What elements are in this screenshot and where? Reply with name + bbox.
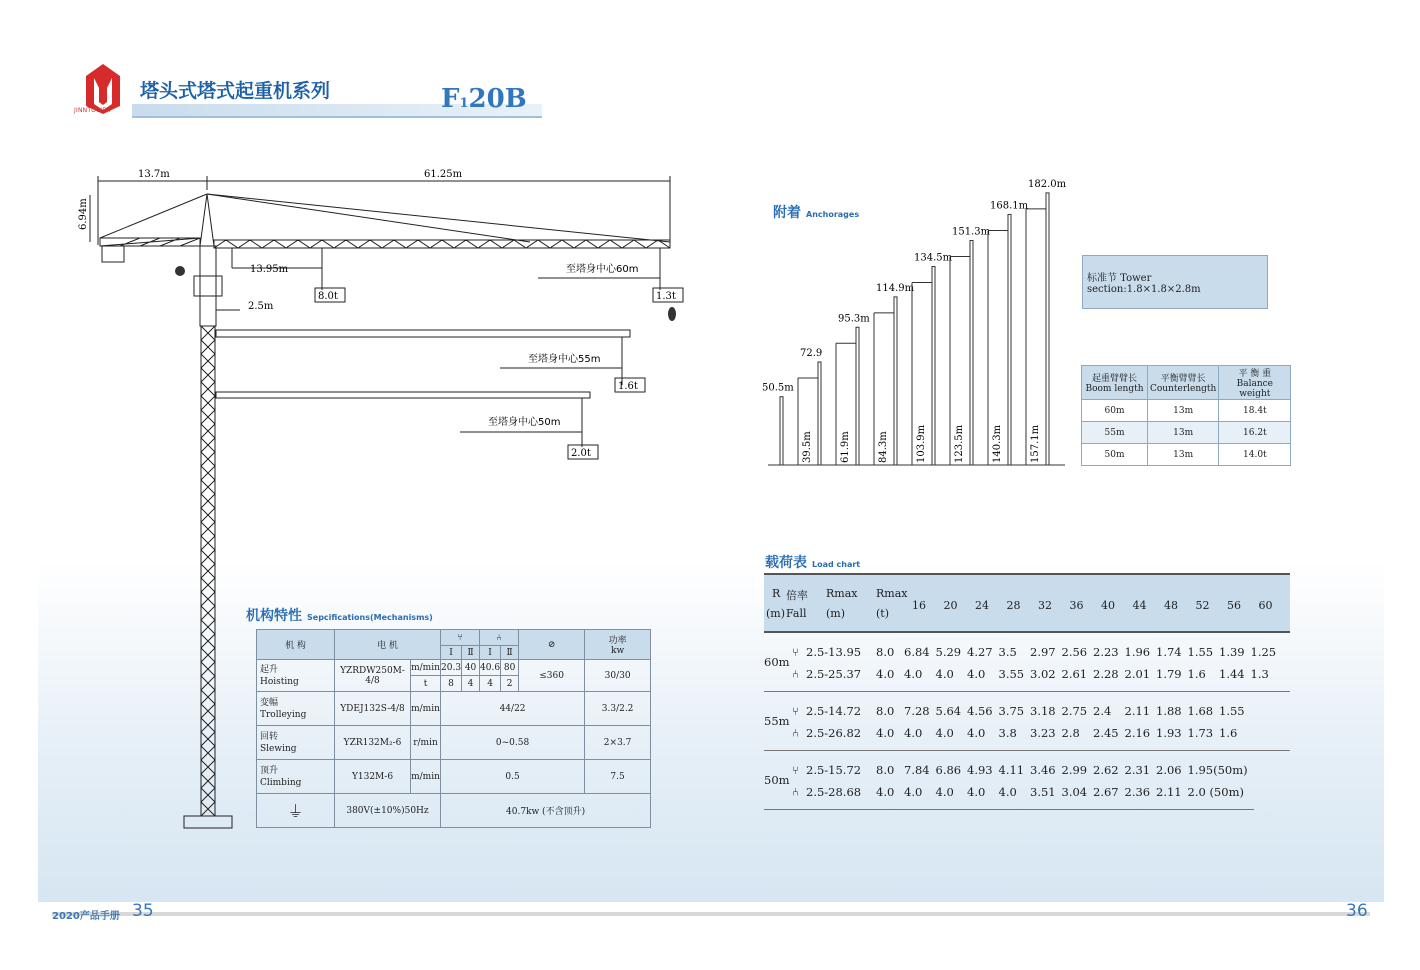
load-value: 3.02 bbox=[1030, 667, 1056, 681]
load-value: 4.27 bbox=[967, 645, 993, 659]
load-value: 4.0 bbox=[904, 667, 923, 681]
load-value: 4.0 bbox=[998, 785, 1017, 799]
load-value: 3.18 bbox=[1030, 704, 1056, 718]
load-value: 2.16 bbox=[1124, 726, 1151, 740]
hook-icon: ⑂ bbox=[792, 763, 799, 777]
load-value: 4.0 bbox=[935, 726, 954, 740]
anchorage-bar bbox=[970, 240, 973, 465]
load-value: 1.79 bbox=[1156, 667, 1182, 681]
load-chart-heading bbox=[765, 552, 860, 572]
table-row: 55m 13m 16.2t bbox=[1082, 422, 1291, 444]
anchorages-subtitle: Anchorages bbox=[806, 210, 860, 219]
load-value: 6.84 bbox=[904, 645, 930, 659]
load-value: 1.6 bbox=[1187, 667, 1206, 681]
anchorage-inner-label: 157.1m bbox=[1030, 424, 1041, 463]
mechanisms-subtitle: Sepcifications(Mechanisms) bbox=[307, 613, 433, 622]
load-value: 3.04 bbox=[1061, 785, 1088, 799]
load-value: 1.96 bbox=[1124, 645, 1151, 659]
anchorage-chart bbox=[760, 160, 1080, 480]
hook-icon: ⑃ bbox=[792, 726, 799, 740]
load-value: 2.0 (50m) bbox=[1187, 785, 1244, 799]
anchorage-bar bbox=[1008, 214, 1011, 465]
model-title: F120B bbox=[441, 84, 527, 114]
load-col-header: 36 bbox=[1069, 599, 1084, 612]
load-8t: 8.0t bbox=[318, 291, 338, 302]
load-range: 2.5-25.37 bbox=[806, 667, 862, 681]
load-value: 1.74 bbox=[1156, 645, 1182, 659]
load-value: 4.56 bbox=[967, 704, 993, 718]
anchorage-inner-label: 140.3m bbox=[992, 424, 1003, 463]
balance-weight-table bbox=[1081, 365, 1291, 466]
load-radius: 50m bbox=[764, 773, 790, 787]
load-value: 3.75 bbox=[998, 704, 1025, 718]
anchorage-top-label: 95.3m bbox=[838, 313, 870, 325]
load-col-header: 60 bbox=[1258, 599, 1273, 612]
drum-icon: ⊘ bbox=[519, 630, 585, 660]
page-number-right: 36 bbox=[1346, 901, 1368, 921]
page-number-left: 35 bbox=[132, 901, 154, 921]
load-range: 2.5-14.72 bbox=[806, 704, 862, 718]
load-max: 8.0 bbox=[876, 704, 895, 718]
dim-rear: 13.7m bbox=[138, 169, 170, 180]
dim-2-5: 2.5m bbox=[248, 301, 274, 312]
anchorage-bar bbox=[894, 297, 897, 465]
mechanisms-title: 机构特性 bbox=[246, 608, 302, 624]
anchorage-top-label: 72.9 bbox=[800, 348, 823, 360]
load-max: 4.0 bbox=[876, 785, 895, 799]
load-value: 1.39 bbox=[1219, 645, 1245, 659]
load-value: 1.55 bbox=[1219, 704, 1245, 718]
load-value: 4.0 bbox=[904, 726, 923, 740]
load-value: 2.75 bbox=[1061, 704, 1088, 718]
hook-icon: ⑂ bbox=[792, 704, 799, 718]
load-value: 2.11 bbox=[1156, 785, 1182, 799]
load-max: 8.0 bbox=[876, 763, 895, 777]
load-value: 1.93 bbox=[1156, 726, 1182, 740]
load-value: 2.67 bbox=[1093, 785, 1119, 799]
anchorage-inner-label: 123.5m bbox=[954, 424, 965, 463]
hook-icon: ⑃ bbox=[480, 630, 519, 646]
load-value: 7.84 bbox=[904, 763, 930, 777]
dim-height: 6.94m bbox=[78, 198, 89, 230]
load-col-header: 48 bbox=[1164, 599, 1178, 612]
load-60m: 1.3t bbox=[656, 291, 676, 302]
anchorage-top-label: 182.0m bbox=[1028, 178, 1067, 190]
load-col-header: 56 bbox=[1227, 599, 1241, 612]
load-range: 2.5-26.82 bbox=[806, 726, 862, 740]
load-col-header: 16 bbox=[912, 599, 926, 612]
load-group-row bbox=[764, 751, 1254, 810]
th-balance: 平 衡 重 Balance weight bbox=[1219, 366, 1291, 400]
load-chart-table bbox=[764, 573, 1290, 810]
load-value: 2.01 bbox=[1124, 667, 1151, 681]
footer-line bbox=[52, 912, 1370, 916]
label-55m: 至塔身中心55m bbox=[528, 354, 601, 365]
load-value: 5.29 bbox=[935, 645, 962, 659]
series-title: 塔头式塔式起重机系列 bbox=[140, 80, 331, 102]
load-value: 1.44 bbox=[1219, 667, 1245, 681]
th-boom: 起重臂臂长 Boom length bbox=[1082, 366, 1148, 400]
load-chart-title: 载荷表 bbox=[765, 555, 807, 571]
load-value: 4.0 bbox=[967, 726, 986, 740]
anchorage-bar bbox=[780, 397, 783, 465]
anchorage-bar bbox=[818, 362, 821, 465]
load-col-header: 40 bbox=[1101, 599, 1115, 612]
anchorage-inner-label: 84.3m bbox=[878, 431, 889, 463]
load-value: 1.73 bbox=[1187, 726, 1214, 740]
load-col-header: 44 bbox=[1132, 599, 1147, 612]
load-value: 4.0 bbox=[904, 785, 923, 799]
label-50m: 至塔身中心50m bbox=[488, 417, 561, 428]
anchorage-inner-label: 61.9m bbox=[840, 431, 851, 463]
load-col-header: 28 bbox=[1006, 599, 1021, 612]
footer-catalog-label: 2020产品手册 bbox=[52, 911, 120, 922]
load-value: 2.36 bbox=[1124, 785, 1151, 799]
load-value: 2.23 bbox=[1093, 645, 1119, 659]
load-value: 4.93 bbox=[967, 763, 993, 777]
load-value: 3.51 bbox=[1030, 785, 1056, 799]
load-radius: 55m bbox=[764, 714, 790, 728]
anchorage-top-label: 168.1m bbox=[990, 200, 1029, 212]
load-value: 3.23 bbox=[1030, 726, 1056, 740]
load-group-row bbox=[764, 633, 1290, 692]
load-range: 2.5-15.72 bbox=[806, 763, 862, 777]
load-value: 1.3 bbox=[1250, 667, 1269, 681]
load-col-header: 32 bbox=[1038, 599, 1052, 612]
load-value: 6.86 bbox=[935, 763, 962, 777]
load-55m: 1.6t bbox=[618, 381, 638, 392]
load-value: 3.8 bbox=[998, 726, 1017, 740]
load-value: 4.0 bbox=[967, 667, 986, 681]
load-value: 2.8 bbox=[1061, 726, 1080, 740]
load-radius: 60m bbox=[764, 655, 790, 669]
dim-13-95: 13.95m bbox=[250, 264, 289, 275]
mechanisms-heading bbox=[246, 605, 433, 625]
load-value: 1.95(50m) bbox=[1187, 763, 1248, 777]
load-chart-subtitle: Load chart bbox=[812, 560, 861, 569]
load-value: 2.4 bbox=[1093, 704, 1112, 718]
load-range: 2.5-28.68 bbox=[806, 785, 862, 799]
anchorage-top-label: 50.5m bbox=[762, 382, 794, 394]
load-value: 2.61 bbox=[1061, 667, 1088, 681]
anchorages-title: 附着 bbox=[773, 205, 801, 221]
hook-icon: ⑃ bbox=[792, 667, 799, 681]
load-value: 2.11 bbox=[1124, 704, 1151, 718]
load-col-header: 20 bbox=[943, 599, 958, 612]
anchorage-top-label: 134.5m bbox=[914, 252, 953, 264]
load-value: 2.06 bbox=[1156, 763, 1182, 777]
load-value: 2.56 bbox=[1061, 645, 1088, 659]
load-value: 2.28 bbox=[1093, 667, 1119, 681]
th-counter: 平衡臂臂长 Counterlength bbox=[1148, 366, 1219, 400]
table-row: 60m 13m 18.4t bbox=[1082, 400, 1291, 422]
dim-front: 61.25m bbox=[424, 169, 463, 180]
load-value: 3.55 bbox=[998, 667, 1025, 681]
load-value: 5.64 bbox=[935, 704, 962, 718]
anchorage-inner-label: 103.9m bbox=[916, 424, 927, 463]
load-col-header: 52 bbox=[1195, 599, 1210, 612]
load-max: 8.0 bbox=[876, 645, 895, 659]
logo-text: JINNTOWER bbox=[74, 107, 111, 114]
load-value: 2.62 bbox=[1093, 763, 1119, 777]
hook-icon: ⑂ bbox=[441, 630, 480, 646]
load-col-header: 24 bbox=[975, 599, 989, 612]
anchorage-bar bbox=[932, 267, 935, 465]
load-group-row bbox=[764, 692, 1290, 751]
anchorage-bar bbox=[856, 327, 859, 465]
load-range: 2.5-13.95 bbox=[806, 645, 862, 659]
load-value: 4.0 bbox=[935, 667, 954, 681]
label-60m: 至塔身中心60m bbox=[566, 264, 639, 275]
load-value: 4.0 bbox=[935, 785, 954, 799]
load-value: 2.45 bbox=[1093, 726, 1119, 740]
load-value: 2.97 bbox=[1030, 645, 1056, 659]
power-plug-icon: ⏚ bbox=[257, 794, 335, 828]
load-value: 7.28 bbox=[904, 704, 930, 718]
load-value: 1.88 bbox=[1156, 704, 1182, 718]
load-value: 1.6 bbox=[1219, 726, 1238, 740]
load-max: 4.0 bbox=[876, 667, 895, 681]
hook-icon: ⑂ bbox=[792, 645, 799, 659]
load-value: 3.5 bbox=[998, 645, 1017, 659]
load-value: 2.31 bbox=[1124, 763, 1151, 777]
load-50m: 2.0t bbox=[571, 448, 591, 459]
load-value: 1.25 bbox=[1250, 645, 1277, 659]
load-chart-header: R (m) 倍率 Fall Rmax (m) Rmax (t) 16 20 24 28 32 36 40 44 48 52 56 60 bbox=[764, 573, 1290, 633]
load-value: 4.0 bbox=[967, 785, 986, 799]
tower-section-box: 标准节 Tower section:1.8×1.8×2.8m bbox=[1082, 255, 1268, 309]
load-value: 1.68 bbox=[1187, 704, 1214, 718]
load-value: 1.55 bbox=[1187, 645, 1214, 659]
load-value: 3.46 bbox=[1030, 763, 1056, 777]
hook-icon: ⑃ bbox=[792, 785, 799, 799]
table-row: 50m 13m 14.0t bbox=[1082, 444, 1291, 466]
mechanisms-table: 机 构 电 机 ⑂ ⑃ ⊘ 功率 kw Ⅰ Ⅱ Ⅰ Ⅱ 起升 Hoisting YZRDW250M-4/8 m/min 20.3 40 40.6 80 ≤360 30/30 t 8 4 4 2 变幅 Trolleying YDEJ132S-4/8 m/min 44/22 3.3/2.2 回转 Slewing YZR132M₂-6 r/min 0~0.58 2×3.7 顶升 Climbing Y132M-6 m/min 0.5 7.5 ⏚ 380V(±10%)50Hz 40.7kw (不含顶升) bbox=[256, 629, 651, 828]
load-value: 2.99 bbox=[1061, 763, 1088, 777]
anchorage-top-label: 151.3m bbox=[952, 226, 991, 238]
load-max: 4.0 bbox=[876, 726, 895, 740]
anchorage-top-label: 114.9m bbox=[876, 282, 915, 294]
anchorage-inner-label: 39.5m bbox=[802, 431, 813, 463]
anchorage-bar bbox=[1046, 193, 1049, 465]
load-value: 4.11 bbox=[998, 763, 1025, 777]
